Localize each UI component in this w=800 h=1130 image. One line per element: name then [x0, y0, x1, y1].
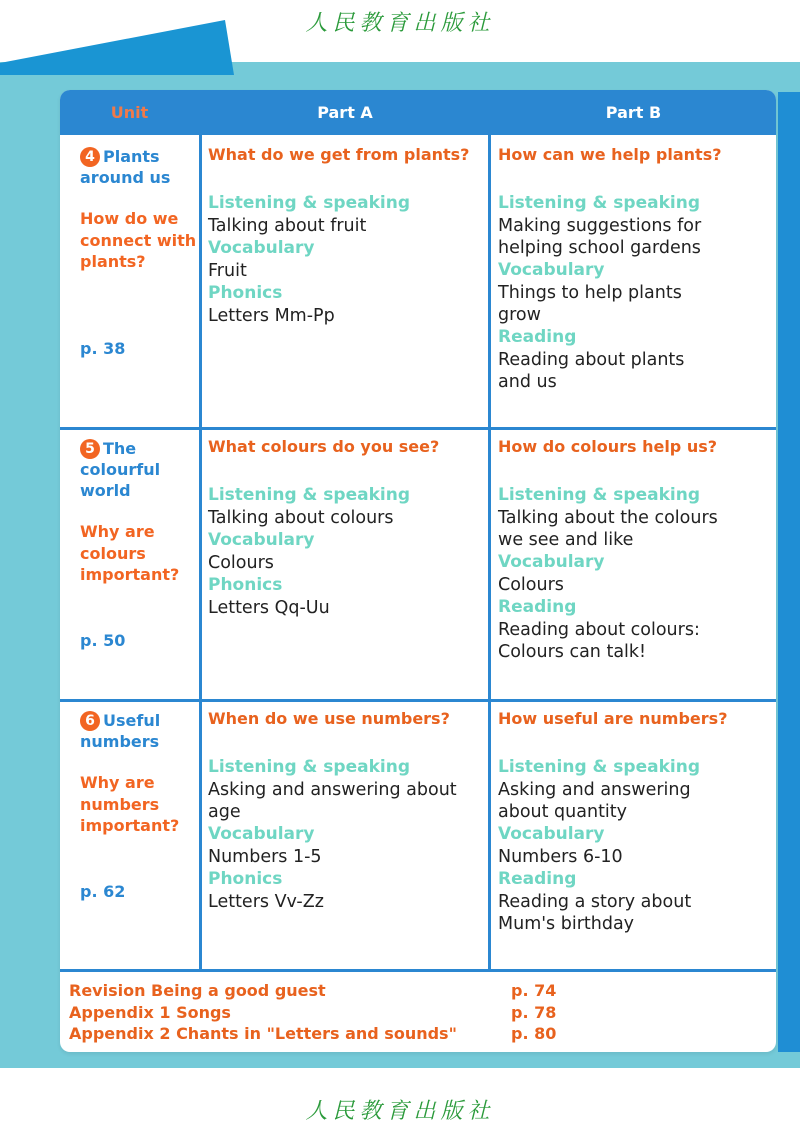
unit-cell [80, 146, 198, 273]
unit-page-link[interactable]: p. 62 [80, 882, 126, 901]
part-title: How can we help plants? [498, 145, 722, 164]
unit-title: 5 The colourful world [80, 439, 161, 500]
unit-number-badge: 6 [80, 711, 100, 731]
publisher-logo-bottom: 人民教育出版社 [305, 1099, 495, 1124]
grid-line [60, 699, 776, 702]
section-label: Vocabulary [208, 238, 315, 258]
unit-title: 4 Plants around us [80, 147, 171, 187]
unit-cell [80, 710, 198, 837]
grid-line [60, 969, 776, 972]
section-text: Letters Qq-Uu [208, 598, 330, 618]
part-title: How useful are numbers? [498, 709, 728, 728]
appendix-page: p. 78 [511, 1002, 557, 1022]
unit-title: 6 Useful numbers [80, 711, 161, 751]
unit-6-part-b [498, 709, 728, 935]
appendix-row[interactable] [69, 980, 769, 1002]
section-text: Colours [498, 575, 564, 595]
section-label: Vocabulary [498, 260, 605, 280]
section-text: Letters Mm-Pp [208, 306, 335, 326]
section-text: Numbers 6-10 [498, 847, 623, 867]
section-text: Numbers 1-5 [208, 847, 322, 867]
unit-5-part-a [208, 437, 478, 619]
section-label: Phonics [208, 575, 283, 595]
unit-page-link[interactable]: p. 38 [80, 339, 126, 358]
section-text: Reading about colours: Colours can talk! [498, 620, 700, 662]
appendix-title: Appendix 1 Songs [69, 1002, 231, 1022]
section-label: Vocabulary [498, 824, 605, 844]
section-text: Talking about fruit [208, 216, 367, 236]
appendix-row[interactable] [69, 1023, 769, 1045]
unit-question: How do we connect with plants? [80, 209, 197, 271]
section-text: Fruit [208, 261, 247, 281]
section-label: Phonics [208, 283, 283, 303]
header-unit: Unit [60, 90, 199, 135]
contents-table [60, 90, 776, 1052]
section-text: Talking about the colours we see and like [498, 508, 718, 550]
appendix-row[interactable] [69, 1002, 769, 1024]
publisher-logo-top: 人民教育出版社 [305, 11, 495, 36]
unit-page-link[interactable]: p. 50 [80, 631, 126, 650]
section-label: Vocabulary [208, 530, 315, 550]
decorative-strip [778, 92, 800, 1052]
section-text: Things to help plants grow [498, 283, 682, 325]
appendix-title: Revision Being a good guest [69, 981, 326, 1000]
part-title: How do colours help us? [498, 437, 718, 456]
unit-number-badge: 5 [80, 439, 100, 459]
unit-4-part-b [498, 145, 730, 393]
section-label: Listening & speaking [498, 485, 700, 505]
section-label: Listening & speaking [498, 757, 700, 777]
header-part-a: Part A [202, 90, 488, 135]
section-text: Colours [208, 553, 274, 573]
grid-line [60, 427, 776, 430]
section-label: Vocabulary [498, 552, 605, 572]
section-label: Phonics [208, 869, 283, 889]
appendix-page: p. 74 [511, 981, 557, 1000]
section-text: Reading a story about Mum's birthday [498, 892, 692, 934]
part-title: When do we use numbers? [208, 709, 450, 728]
unit-6-part-a [208, 709, 476, 913]
section-label: Vocabulary [208, 824, 315, 844]
grid-line [199, 90, 202, 970]
section-text: Asking and answering about age [208, 780, 457, 822]
unit-question: Why are numbers important? [80, 773, 180, 835]
section-label: Reading [498, 327, 577, 347]
section-text: Asking and answering about quantity [498, 780, 691, 822]
unit-5-part-b [498, 437, 738, 663]
unit-question: Why are colours important? [80, 522, 180, 584]
appendix-title: Appendix 2 Chants in "Letters and sounds" [69, 1024, 457, 1043]
header-part-b: Part B [491, 90, 776, 135]
section-text: Talking about colours [208, 508, 394, 528]
section-text: Reading about plants and us [498, 350, 685, 392]
appendix-page: p. 80 [511, 1024, 557, 1043]
grid-line [488, 90, 491, 970]
unit-number-badge: 4 [80, 147, 100, 167]
part-title: What do we get from plants? [208, 145, 470, 164]
part-title: What colours do you see? [208, 437, 440, 456]
section-label: Listening & speaking [208, 485, 410, 505]
section-text: Letters Vv-Zz [208, 892, 324, 912]
unit-4-part-a [208, 145, 478, 327]
section-label: Listening & speaking [208, 193, 410, 213]
section-text: Making suggestions for helping school gardens [498, 216, 702, 258]
section-label: Listening & speaking [208, 757, 410, 777]
unit-cell [80, 438, 198, 586]
section-label: Reading [498, 597, 577, 617]
appendix-list [69, 980, 769, 1045]
section-label: Reading [498, 869, 577, 889]
section-label: Listening & speaking [498, 193, 700, 213]
